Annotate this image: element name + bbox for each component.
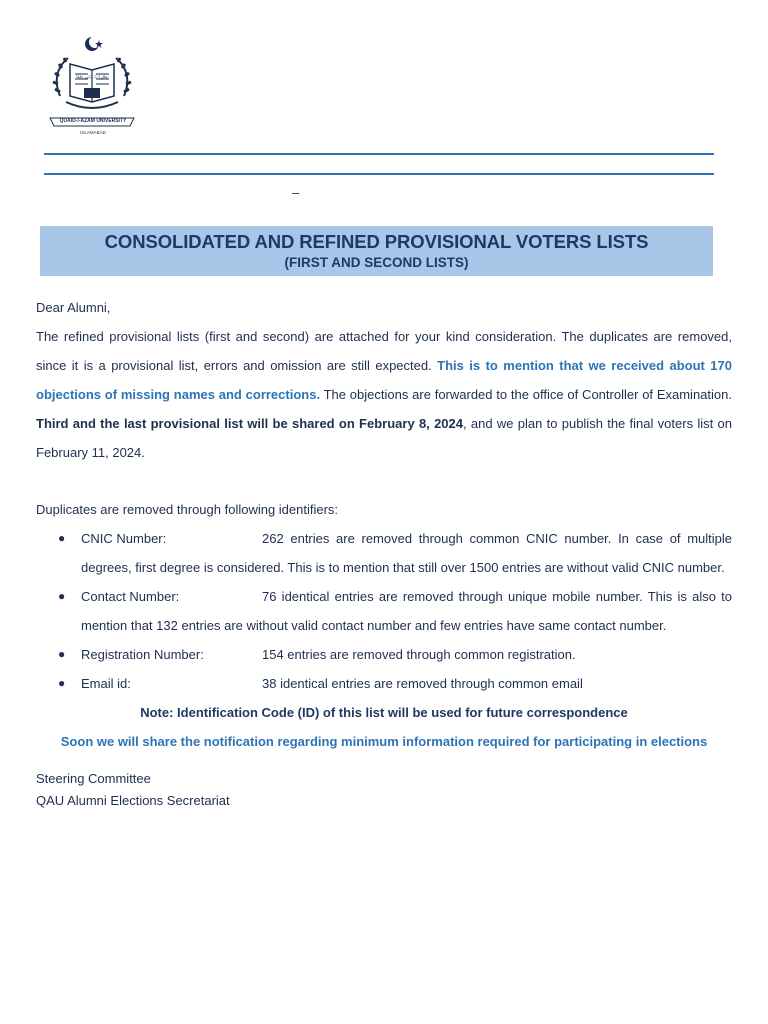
intro-text-1: The refined provisional lists (first and second) are attached for your kind consideration. The duplicates are removed, since it is a provisional list, errors and omission are still expected.: [36, 329, 732, 373]
identifier-text: 154 entries are removed through common registration.: [262, 647, 576, 662]
identifier-text: 262 entries are removed through common CNIC number. In case of multiple degrees, first degree is considered. This is to mention that still over 1500 entries are without valid CNIC number.: [81, 531, 732, 575]
bullet-icon: ●: [58, 676, 66, 690]
identifier-label: CNIC Number:: [81, 531, 167, 546]
title-banner: [40, 226, 713, 276]
identification-note: Note: Identification Code (ID) of this list will be used for future correspondence: [140, 705, 628, 720]
intro-text-2: The objections are forwarded to the office of Controller of Examination.: [320, 387, 732, 402]
identifiers-list: [36, 524, 732, 698]
identifier-label: Contact Number:: [81, 589, 180, 604]
intro-paragraph: [36, 322, 732, 467]
university-emblem-icon: [44, 34, 140, 142]
bullet-icon: ●: [58, 647, 66, 661]
separator-mark: –: [292, 185, 300, 200]
identifier-text: 76 identical entries are removed through unique mobile number. This is also to mention that 132 entries are without valid contact number and few entries have same contact number.: [81, 589, 732, 633]
bullet-icon: ●: [58, 589, 66, 603]
intro-text-3: , and we plan to publish the final voters list on February 11, 2024.: [36, 416, 732, 460]
list-item: [36, 582, 732, 640]
objections-highlight: This is to mention that we received about 170 objections of missing names and corrections.: [36, 358, 732, 402]
signature-block: [36, 768, 732, 812]
university-logo: [44, 34, 140, 142]
list-item: [36, 669, 732, 698]
document-subtitle: (FIRST AND SECOND LISTS): [284, 255, 469, 270]
list-item: [36, 524, 732, 582]
list-item: [36, 640, 732, 669]
third-list-date-notice: Third and the last provisional list will be shared on February 8, 2024: [36, 416, 463, 431]
identifier-label: Registration Number:: [81, 647, 204, 662]
signature-secretariat: QAU Alumni Elections Secretariat: [36, 793, 230, 808]
bullet-icon: ●: [58, 531, 66, 545]
university-city-text: ISLAMABAD: [80, 130, 106, 135]
identifier-text: 38 identical entries are removed through common email: [262, 676, 583, 691]
signature-committee: Steering Committee: [36, 771, 151, 786]
university-name-text: QUAID-I-AZAM UNIVERSITY: [59, 118, 127, 124]
identifier-label: Email id:: [81, 676, 131, 691]
header-rule-top: [44, 153, 714, 155]
university-motto-text: وَقُل رَّبِّ زِدْنِي عِلْمًا: [76, 74, 108, 79]
identifiers-intro: Duplicates are removed through following identifiers:: [36, 502, 339, 517]
elections-announcement: Soon we will share the notification regarding minimum information required for participating in elections: [60, 734, 708, 749]
letter-body: [36, 293, 732, 812]
header-rule-bottom: [44, 173, 714, 175]
document-title: CONSOLIDATED AND REFINED PROVISIONAL VOTERS LISTS: [104, 231, 649, 252]
salutation: Dear Alumni,: [36, 300, 111, 315]
